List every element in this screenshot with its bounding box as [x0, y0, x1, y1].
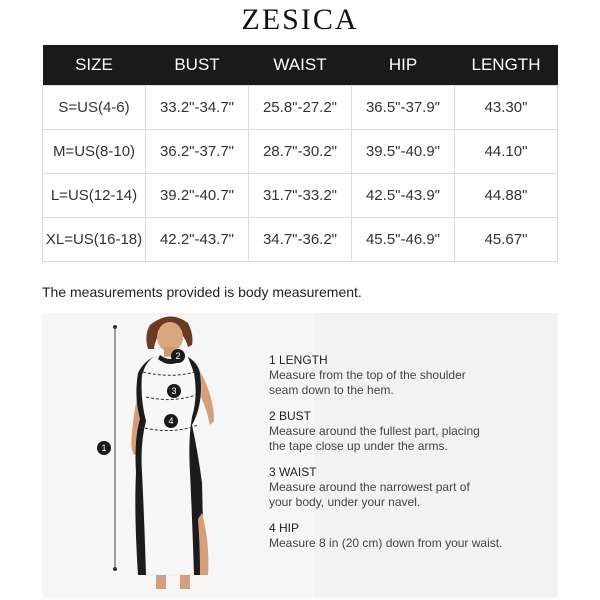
guide-item-waist — [269, 465, 539, 510]
cell-size: M=US(8-10) — [43, 130, 146, 174]
table-row — [43, 174, 558, 218]
cell-length: 44.88" — [455, 174, 558, 218]
guide-item-hip — [269, 521, 539, 551]
cell-size: S=US(4-6) — [43, 86, 146, 130]
marker-hip: 4 — [164, 414, 178, 428]
cell-hip: 45.5"-46.9" — [352, 218, 455, 262]
cell-size: XL=US(16-18) — [43, 218, 146, 262]
guide-item-length — [269, 353, 539, 398]
guide-title: 2 BUST — [269, 409, 312, 423]
table-row — [43, 86, 558, 130]
cell-waist: 28.7"-30.2" — [249, 130, 352, 174]
cell-size: L=US(12-14) — [43, 174, 146, 218]
cell-hip: 42.5"-43.9" — [352, 174, 455, 218]
measurement-guide-panel — [42, 313, 558, 598]
size-chart-table — [42, 45, 558, 262]
measurement-note: The measurements provided is body measurement. — [42, 284, 362, 300]
brand-logo: ZESICA — [241, 3, 359, 36]
guide-desc: seam down to the hem. — [269, 383, 394, 397]
cell-length: 45.67" — [455, 218, 558, 262]
header-size: SIZE — [43, 45, 146, 86]
table-row — [43, 218, 558, 262]
cell-hip: 39.5"-40.9" — [352, 130, 455, 174]
cell-bust: 36.2"-37.7" — [146, 130, 249, 174]
cell-bust: 42.2"-43.7" — [146, 218, 249, 262]
marker-waist: 3 — [167, 384, 181, 398]
guide-title: 1 LENGTH — [269, 353, 328, 367]
header-length: LENGTH — [455, 45, 558, 86]
measurement-instructions — [269, 353, 539, 562]
cell-waist: 34.7"-36.2" — [249, 218, 352, 262]
table-row — [43, 130, 558, 174]
header-bust: BUST — [146, 45, 249, 86]
guide-title: 4 HIP — [269, 521, 300, 535]
table-header-row — [43, 45, 558, 86]
header-hip: HIP — [352, 45, 455, 86]
guide-desc: Measure around the fullest part, placing — [269, 424, 480, 438]
guide-item-bust — [269, 409, 539, 454]
header-waist: WAIST — [249, 45, 352, 86]
cell-hip: 36.5"-37.9" — [352, 86, 455, 130]
guide-desc: your body, under your navel. — [269, 495, 421, 509]
cell-waist: 25.8"-27.2" — [249, 86, 352, 130]
guide-title: 3 WAIST — [269, 465, 317, 479]
cell-length: 44.10" — [455, 130, 558, 174]
cell-waist: 31.7"-33.2" — [249, 174, 352, 218]
guide-desc: the tape close up under the arms. — [269, 439, 448, 453]
cell-bust: 39.2"-40.7" — [146, 174, 249, 218]
cell-length: 43.30" — [455, 86, 558, 130]
marker-length: 1 — [97, 441, 111, 455]
guide-desc: Measure 8 in (20 cm) down from your waist. — [269, 536, 503, 550]
guide-desc: Measure from the top of the shoulder — [269, 368, 466, 382]
guide-desc: Measure around the narrowest part of — [269, 480, 470, 494]
cell-bust: 33.2"-34.7" — [146, 86, 249, 130]
marker-bust: 2 — [171, 349, 185, 363]
